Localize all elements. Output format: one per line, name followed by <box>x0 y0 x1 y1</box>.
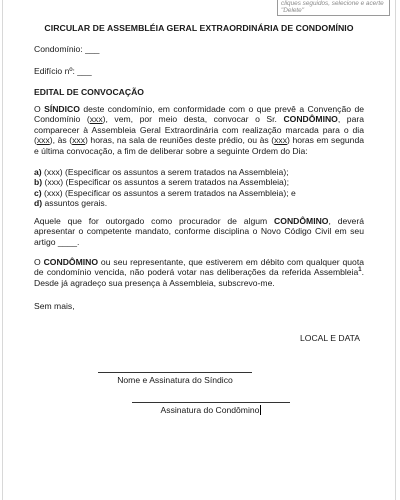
signature-line-sindico <box>98 372 252 373</box>
closing-text: Sem mais, <box>34 301 75 311</box>
text-cursor <box>260 405 261 415</box>
agenda-item-d: d) assuntos gerais. <box>34 198 108 209</box>
edificio-field: Edifício nº: ___ <box>34 66 92 76</box>
paragraph-proxy: Aquele que for outorgado como procurador de algum CONDÔMINO, deverá apresentar o competente mandato, conforme disciplina o Novo Código Civil em seu artigo ____. <box>34 216 364 247</box>
agenda-item-a: a) (xxx) (Especificar os assuntos a serem tratados na Assembleia); <box>34 167 289 177</box>
paragraph-debt: O CONDÔMINO ou seu representante, que estiverem em débito com qualquer quota de condomínio vencida, não poderá votar nas deliberações da referida Assembleia$^1$. Desde já agradeço sua presença à Assembleia, subscrevo-me. <box>34 257 364 288</box>
document-title: CIRCULAR DE ASSEMBLÉIA GERAL EXTRAORDINÁRIA DE CONDOMÍNIO <box>44 23 354 33</box>
paragraph-convocation: O SÍNDICO deste condomínio, em conformidade com o que prevê a Convenção de Condomínio (xxx), vem, por meio desta, convocar o Sr. CONDÔMINO, para comparecer à Assembleia Geral Extraordinária com realização marcada para o dia (xxx), às (xxx) horas, na sala de reuniões deste prédio, ou às (xxx) horas em segunda e última convocação, a fim de deliberar sobre a seguinte Ordem do Dia: <box>34 104 365 156</box>
agenda-item-c: c) (xxx) (Especificar os assuntos a serem tratados na Assembleia); e <box>34 187 296 198</box>
agenda-item-b: b) (xxx) (Especificar os assuntos a serem tratados na Assembleia); <box>34 177 290 188</box>
signature-label-condomino: Assinatura do Condômino <box>160 405 260 415</box>
signature-label-sindico: Nome e Assinatura do Síndico <box>117 375 233 385</box>
section-title: EDITAL DE CONVOCAÇÃO <box>34 87 144 97</box>
help-tooltip <box>277 0 390 16</box>
agenda-list <box>34 167 364 209</box>
tooltip-text: cliques seguidos, selecione e acerte "Delete" <box>281 0 384 14</box>
local-date: LOCAL E DATA <box>300 333 361 343</box>
signature-line-condomino <box>132 402 290 403</box>
condominio-field: Condomínio: ___ <box>34 44 100 54</box>
